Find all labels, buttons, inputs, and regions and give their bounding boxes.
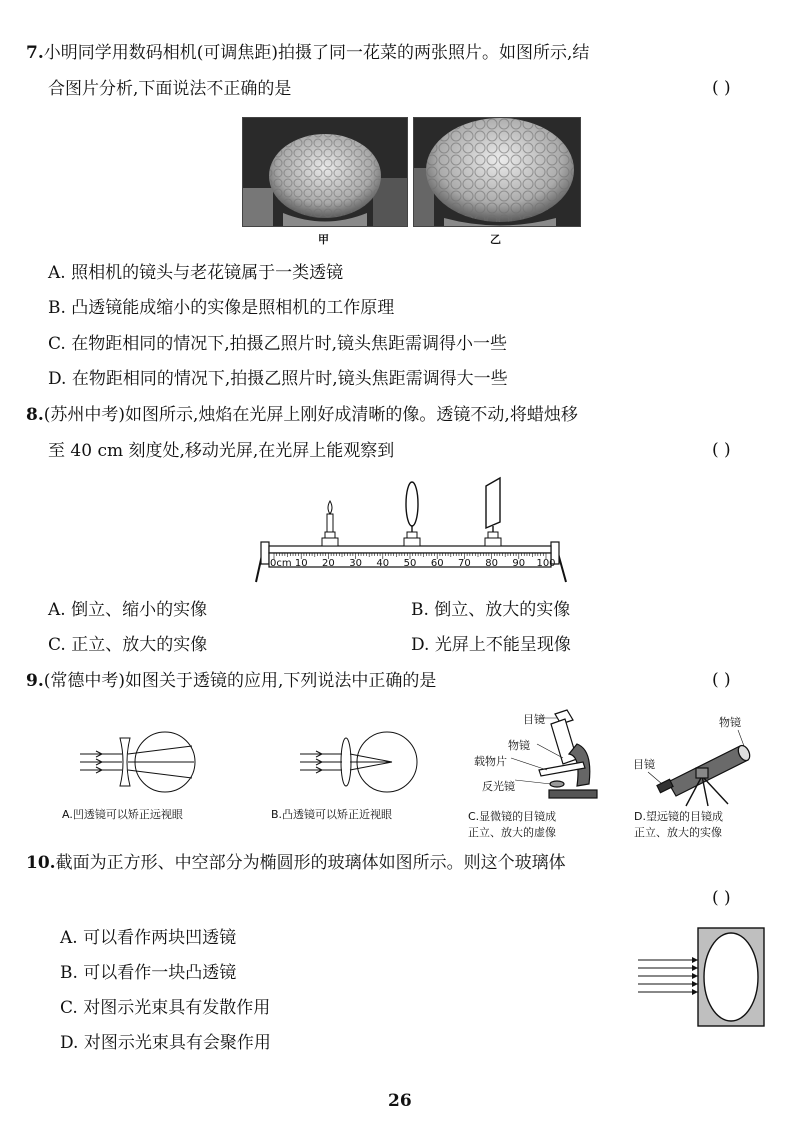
- q10-option-a[interactable]: A. 可以看作两块凹透镜: [60, 928, 237, 948]
- q9-answer-blank[interactable]: ( ): [712, 670, 731, 690]
- page-number: 26: [388, 1091, 412, 1111]
- microscope-label-stage: 载物片: [474, 755, 507, 768]
- q9-caption-d-line1: D.望远镜的目镜成: [634, 810, 723, 823]
- telescope-label-eyepiece: 目镜: [633, 758, 655, 771]
- q8-option-c[interactable]: C. 正立、放大的实像: [48, 635, 208, 655]
- scale-label: 80: [485, 558, 498, 569]
- scale-label: 50: [403, 558, 417, 569]
- q9-caption-b: B.凸透镜可以矫正近视眼: [271, 808, 393, 821]
- q7-photo-label-yi: 乙: [490, 233, 501, 246]
- convex-lens: [404, 482, 420, 546]
- flame-icon: [328, 501, 332, 514]
- hollow-ellipse: [704, 933, 758, 1021]
- q7-photo-jia: [242, 117, 408, 227]
- q9-number: 9.: [26, 671, 44, 691]
- microscope-label-mirror: 反光镜: [482, 780, 515, 793]
- scale-label: 10: [294, 558, 308, 569]
- q8-option-d[interactable]: D. 光屏上不能呈现像: [411, 635, 571, 655]
- q7-stem-line2: 合图片分析,下面说法不正确的是: [48, 79, 292, 99]
- q7-option-a[interactable]: A. 照相机的镜头与老花镜属于一类透镜: [48, 263, 344, 283]
- scale-label: 90: [512, 558, 526, 569]
- convex-lens-icon: [341, 738, 351, 786]
- q10-option-b[interactable]: B. 可以看作一块凸透镜: [60, 963, 237, 983]
- scale-label: 30: [349, 558, 362, 569]
- q10-option-d[interactable]: D. 对图示光束具有会聚作用: [60, 1033, 271, 1053]
- q7-option-b[interactable]: B. 凸透镜能成缩小的实像是照相机的工作原理: [48, 298, 395, 318]
- q9-figure-b: [282, 728, 432, 798]
- scale-label: 60: [430, 558, 444, 569]
- q8-optical-bench: [254, 476, 574, 586]
- q7-photo-yi: [413, 117, 581, 227]
- q10-answer-blank[interactable]: ( ): [712, 888, 731, 908]
- q8-option-b[interactable]: B. 倒立、放大的实像: [411, 600, 571, 620]
- q7-stem-line1: 7.小明同学用数码相机(可调焦距)拍摄了同一花菜的两张照片。如图所示,结: [26, 43, 590, 63]
- q9-figure-a: [60, 728, 210, 798]
- microscope-label-objective: 物镜: [508, 739, 530, 752]
- scale-label: 0cm: [270, 558, 292, 569]
- q7-number: 7.: [26, 43, 44, 63]
- q9-caption-c-line1: C.显微镜的目镜成: [468, 810, 557, 823]
- q7-answer-blank[interactable]: ( ): [712, 78, 731, 98]
- q8-option-a[interactable]: A. 倒立、缩小的实像: [48, 600, 208, 620]
- scale-label: 40: [376, 558, 390, 569]
- q9-caption-c-line2: 正立、放大的虚像: [468, 826, 556, 839]
- q10-option-c[interactable]: C. 对图示光束具有发散作用: [60, 998, 271, 1018]
- q8-stem-line1: 8.(苏州中考)如图所示,烛焰在光屏上刚好成清晰的像。透镜不动,将蜡烛移: [26, 405, 578, 425]
- q7-option-c[interactable]: C. 在物距相同的情况下,拍摄乙照片时,镜头焦距需调得小一些: [48, 334, 508, 354]
- q8-answer-blank[interactable]: ( ): [712, 440, 731, 460]
- light-screen: [485, 478, 501, 546]
- q10-glass-block-figure: [636, 926, 768, 1030]
- scale-label: 100: [536, 558, 556, 569]
- scale-label: 70: [458, 558, 471, 569]
- candle: [322, 501, 338, 546]
- scale-label: 20: [322, 558, 335, 569]
- q9-stem: 9.(常德中考)如图关于透镜的应用,下列说法中正确的是: [26, 671, 437, 691]
- q7-option-d[interactable]: D. 在物距相同的情况下,拍摄乙照片时,镜头焦距需调得大一些: [48, 369, 508, 389]
- q9-caption-a: A.凹透镜可以矫正远视眼: [62, 808, 183, 821]
- q8-stem-line2: 至 40 cm 刻度处,移动光屏,在光屏上能观察到: [48, 441, 395, 461]
- q10-number: 10.: [26, 853, 56, 873]
- microscope-label-eyepiece: 目镜: [523, 713, 545, 726]
- q8-number: 8.: [26, 405, 44, 425]
- q9-caption-d-line2: 正立、放大的实像: [634, 826, 722, 839]
- telescope-label-objective: 物镜: [719, 716, 741, 729]
- q7-photo-label-jia: 甲: [318, 233, 329, 246]
- q10-stem: 10.截面为正方形、中空部分为椭圆形的玻璃体如图所示。则这个玻璃体: [26, 853, 566, 873]
- bench-rail: [269, 546, 551, 553]
